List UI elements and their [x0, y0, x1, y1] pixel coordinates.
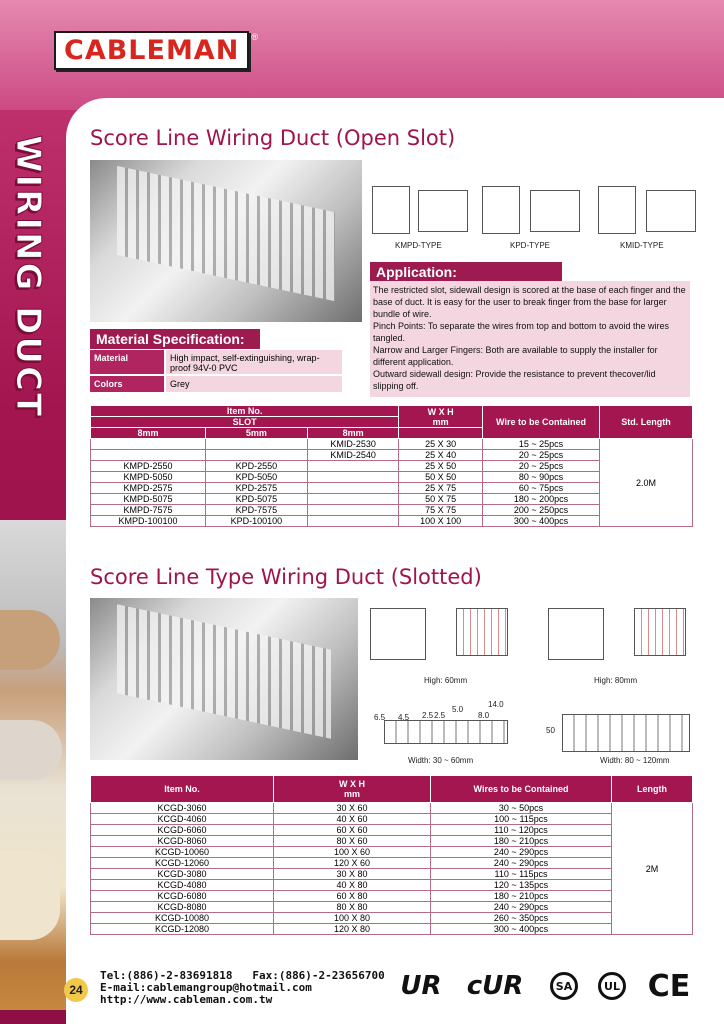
table-cell: KMID-2540 — [307, 450, 398, 461]
side-product-photo — [0, 520, 66, 1010]
table-cell: KCGD-10080 — [91, 913, 274, 924]
application-text — [370, 281, 690, 397]
table-cell: 80 X 80 — [274, 902, 431, 913]
length-cell: 2M — [612, 803, 693, 935]
table-cell: 30 X 80 — [274, 869, 431, 880]
table-cell: KMID-2530 — [307, 439, 398, 450]
wire-header: Wire to be Contained — [483, 406, 600, 439]
table-cell: KCGD-6060 — [91, 825, 274, 836]
table-cell: KPD-5075 — [205, 494, 307, 505]
table-cell: 50 X 75 — [399, 494, 483, 505]
table-cell — [307, 472, 398, 483]
application-paragraph: The restricted slot, sidewall design is scored at the base of each finger and the base of duct. It is easy for the user to break finger from the base for larger bundle of wire. — [373, 285, 686, 319]
table-cell: KCGD-8080 — [91, 902, 274, 913]
section1-title: Score Line Wiring Duct (Open Slot) — [90, 126, 456, 150]
table-cell: KCGD-10060 — [91, 847, 274, 858]
ce-logo: CE — [647, 968, 691, 1004]
side-title: WIRING DUCT — [8, 135, 48, 419]
table-cell: 180 ~ 200pcs — [483, 494, 600, 505]
tube-photo — [0, 720, 62, 780]
application-paragraph: Outward sidewall design: Provide the resistance to prevent thecover/lid slipping off. — [373, 369, 656, 391]
dim-label: 2.5 — [422, 711, 434, 720]
table-row — [91, 913, 693, 924]
table-cell: 100 X 80 — [274, 913, 431, 924]
table-cell: 30 ~ 50pcs — [431, 803, 612, 814]
table-cell: 20 ~ 25pcs — [483, 450, 600, 461]
item-no-header: Item No. — [91, 776, 274, 803]
table-cell: 180 ~ 210pcs — [431, 836, 612, 847]
table-cell: 240 ~ 290pcs — [431, 902, 612, 913]
page-number: 24 — [64, 978, 88, 1002]
logo-registered: ® — [251, 32, 258, 42]
section2-title: Score Line Type Wiring Duct (Slotted) — [90, 565, 482, 589]
table-cell: 110 ~ 120pcs — [431, 825, 612, 836]
fax: Fax:(886)-2-23656700 — [252, 969, 385, 982]
table-cell: KCGD-3060 — [91, 803, 274, 814]
table-cell: 25 X 30 — [399, 439, 483, 450]
slotted-table — [90, 775, 693, 935]
table-cell — [307, 494, 398, 505]
col-8mm-header: 8mm — [91, 428, 206, 439]
table-cell: 180 ~ 210pcs — [431, 891, 612, 902]
table-cell: 40 X 60 — [274, 814, 431, 825]
tube-photo — [0, 610, 60, 670]
table-row — [91, 902, 693, 913]
table-cell: KCGD-4080 — [91, 880, 274, 891]
width-30-60-caption: Width: 30 ~ 60mm — [408, 756, 474, 765]
dim-label: 5.0 — [452, 705, 464, 714]
table-cell — [91, 450, 206, 461]
table-row — [91, 847, 693, 858]
table-cell: KMPD-2575 — [91, 483, 206, 494]
empty-header — [399, 428, 483, 439]
table-row — [91, 836, 693, 847]
table-cell: KCGD-6080 — [91, 891, 274, 902]
dim-label: 8.0 — [478, 711, 490, 720]
table-cell: KCGD-3080 — [91, 869, 274, 880]
dim-label: 4.5 — [398, 713, 410, 722]
table-cell: 25 X 40 — [399, 450, 483, 461]
table-cell: 260 ~ 350pcs — [431, 913, 612, 924]
table-cell: KPD-7575 — [205, 505, 307, 516]
table-row — [91, 858, 693, 869]
table-row — [91, 880, 693, 891]
table-cell: 120 X 60 — [274, 858, 431, 869]
table-cell: KPD-2575 — [205, 483, 307, 494]
table-cell: KPD-2550 — [205, 461, 307, 472]
table-cell: 80 ~ 90pcs — [483, 472, 600, 483]
table-cell: 60 X 80 — [274, 891, 431, 902]
table-row — [91, 869, 693, 880]
slot-header: SLOT — [91, 417, 399, 428]
table-cell: 20 ~ 25pcs — [483, 461, 600, 472]
tube-photo — [0, 850, 60, 940]
spec-value: High impact, self-extinguishing, wrap-proof 94V-0 PVC — [166, 350, 342, 374]
logo-text: CABLEMAN — [54, 31, 249, 70]
col-8mm-header-2: 8mm — [307, 428, 398, 439]
table-cell: 300 ~ 400pcs — [431, 924, 612, 935]
high-80-caption: High: 80mm — [594, 676, 638, 685]
table-cell: KPD-100100 — [205, 516, 307, 527]
email: E-mail:cablemangroup@hotmail.com — [100, 981, 312, 994]
table-cell: 80 X 60 — [274, 836, 431, 847]
table-cell: 120 ~ 135pcs — [431, 880, 612, 891]
material-title: Material Specification: — [90, 329, 260, 349]
dim-label: 2.5 — [434, 711, 446, 720]
contact-info — [100, 970, 385, 1006]
table-cell: 60 X 60 — [274, 825, 431, 836]
table-cell — [205, 450, 307, 461]
col-5mm-header: 5mm — [205, 428, 307, 439]
table-cell — [91, 439, 206, 450]
table-cell: 100 ~ 115pcs — [431, 814, 612, 825]
open-slot-table — [90, 405, 693, 527]
cur-logo: cUR — [466, 971, 524, 1001]
table-cell: KPD-5050 — [205, 472, 307, 483]
application-paragraph: Narrow and Larger Fingers: Both are available to supply the installer for different application. — [373, 345, 658, 367]
table-row — [91, 891, 693, 902]
tel: Tel:(886)-2-83691818 — [100, 969, 233, 982]
application-paragraph: Pinch Points: To separate the wires from top and bottom to avoid the wires tangled. — [373, 321, 669, 343]
table-cell: KCGD-12080 — [91, 924, 274, 935]
table-row — [91, 439, 693, 450]
table-cell: 110 ~ 115pcs — [431, 869, 612, 880]
table-cell: 75 X 75 — [399, 505, 483, 516]
spec-value: Grey — [166, 376, 342, 392]
table-cell: KMPD-100100 — [91, 516, 206, 527]
table-cell: 120 X 80 — [274, 924, 431, 935]
table-cell: KMPD-5050 — [91, 472, 206, 483]
table-cell: 240 ~ 290pcs — [431, 858, 612, 869]
table-row — [91, 924, 693, 935]
spec-key: Colors — [90, 376, 164, 392]
slotted-duct-photo — [90, 598, 358, 760]
table-cell: KCGD-8060 — [91, 836, 274, 847]
spec-key: Material — [90, 350, 164, 374]
table-cell: 40 X 80 — [274, 880, 431, 891]
open-slot-duct-photo — [90, 160, 362, 322]
length-header: Std. Length — [600, 406, 693, 439]
table-cell: KCGD-4060 — [91, 814, 274, 825]
csa-logo: SA — [550, 972, 578, 1000]
table-cell: 30 X 60 — [274, 803, 431, 814]
application-title: Application: — [370, 262, 562, 282]
table-cell — [205, 439, 307, 450]
wire-header: Wires to be Contained — [431, 776, 612, 803]
width-80-120-caption: Width: 80 ~ 120mm — [600, 756, 670, 765]
table-cell — [307, 505, 398, 516]
table-cell: KMPD-2550 — [91, 461, 206, 472]
table-cell — [307, 483, 398, 494]
dim-label: 14.0 — [488, 700, 504, 709]
table-cell: 50 X 50 — [399, 472, 483, 483]
table-cell: 15 ~ 25pcs — [483, 439, 600, 450]
table-cell: 240 ~ 290pcs — [431, 847, 612, 858]
table-cell: 25 X 50 — [399, 461, 483, 472]
table-cell: KCGD-12060 — [91, 858, 274, 869]
material-spec-table — [90, 350, 342, 394]
high-60-caption: High: 60mm — [424, 676, 468, 685]
wxh-header: W X H mm — [399, 406, 483, 428]
item-no-header: Item No. — [91, 406, 399, 417]
length-cell: 2.0M — [600, 439, 693, 527]
table-cell: 200 ~ 250pcs — [483, 505, 600, 516]
table-cell: KMPD-7575 — [91, 505, 206, 516]
kmid-type-label: KMID-TYPE — [620, 241, 664, 250]
table-cell: 60 ~ 75pcs — [483, 483, 600, 494]
table-cell: 100 X 60 — [274, 847, 431, 858]
table-cell: 25 X 75 — [399, 483, 483, 494]
table-row — [91, 825, 693, 836]
ul-logo: UL — [598, 972, 626, 1000]
dim-label: 6.5 — [374, 713, 386, 722]
cableman-logo — [54, 32, 258, 68]
table-row — [91, 814, 693, 825]
table-cell — [307, 461, 398, 472]
table-cell: KMPD-5075 — [91, 494, 206, 505]
table-cell — [307, 516, 398, 527]
wxh-header: W X H mm — [274, 776, 431, 803]
dim-label: 50 — [546, 726, 555, 735]
kmpd-type-label: KMPD-TYPE — [395, 241, 442, 250]
table-cell: 100 X 100 — [399, 516, 483, 527]
table-row — [91, 803, 693, 814]
length-header: Length — [612, 776, 693, 803]
website-link[interactable]: http://www.cableman.com.tw — [100, 993, 273, 1006]
kpd-type-label: KPD-TYPE — [510, 241, 551, 250]
table-cell: 300 ~ 400pcs — [483, 516, 600, 527]
ur-logo: UR — [400, 971, 442, 1001]
